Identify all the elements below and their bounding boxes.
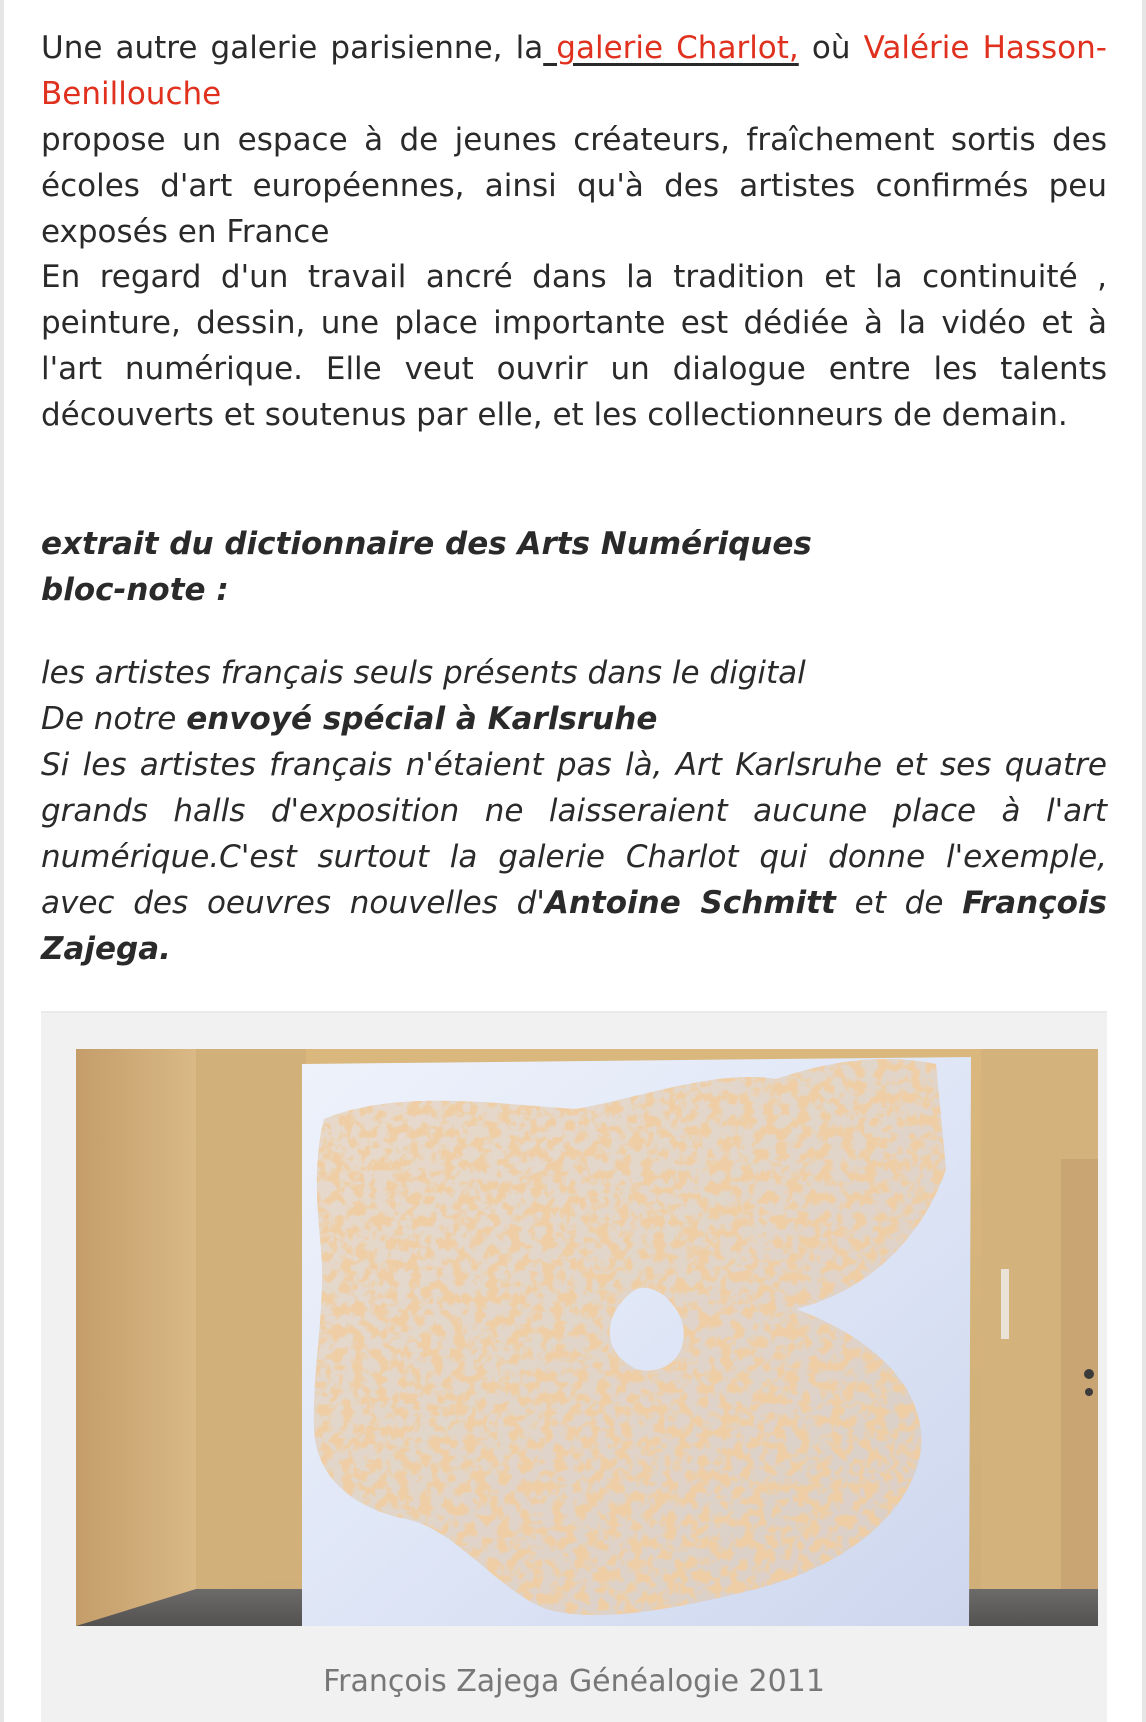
excerpt-heading: [41, 521, 1107, 613]
excerpt-paragraph: [41, 650, 1107, 972]
artwork-photo[interactable]: [76, 1049, 1098, 1626]
artist-antoine-schmitt: Antoine Schmitt: [544, 885, 836, 921]
special-envoy: envoyé spécial à Karlsruhe: [186, 701, 658, 737]
excerpt-line-2-prefix: De notre: [41, 701, 187, 737]
bloc-note-heading: bloc-note :: [41, 572, 229, 608]
excerpt-connector: et de: [835, 885, 963, 921]
gallery-description: propose un espace à de jeunes créateurs, fraîchement sortis des écoles d'art européennes, ainsi qu'à des artistes confirmés peu exposés en France: [41, 122, 1107, 250]
figure-caption: François Zajega Généalogie 2011: [323, 1664, 825, 1699]
excerpt-line-2: [41, 696, 1107, 742]
left-border: [0, 0, 4, 1722]
dictionary-heading: extrait du dictionnaire des Arts Numériques: [41, 526, 812, 562]
gallerist-name: Valérie Hasson-Benillouche: [41, 30, 1107, 112]
intro-connector: où: [798, 30, 864, 66]
excerpt-line-1: les artistes français seuls présents dans le digital: [41, 655, 806, 691]
intro-text: Une autre galerie parisienne, la: [41, 30, 544, 66]
intro-paragraph: [41, 25, 1107, 117]
artist-francois-zajega: François Zajega.: [41, 885, 1107, 967]
gallery-mission: En regard d'un travail ancré dans la tradition et la continuité , peinture, dessin, une place importante est dédiée à la vidéo et à l'art numérique. Elle veut ouvrir un dialogue entre les talents découverts et soutenus par elle, et les collectionneurs de demain.: [41, 259, 1107, 433]
right-border: [1142, 0, 1146, 1722]
artwork-photo-image: [76, 1049, 1098, 1626]
excerpt-body: Si les artistes français n'étaient pas là, Art Karlsruhe et ses quatre grands halls d'exposition ne laisseraient aucune place à l'art numérique.C'est surtout la galerie Charlot qui donne l'exemple, avec des oeuvres nouvelles d': [41, 747, 1107, 921]
galerie-charlot-link[interactable]: galerie Charlot,: [543, 30, 799, 66]
artwork-figure: [41, 1011, 1107, 1722]
